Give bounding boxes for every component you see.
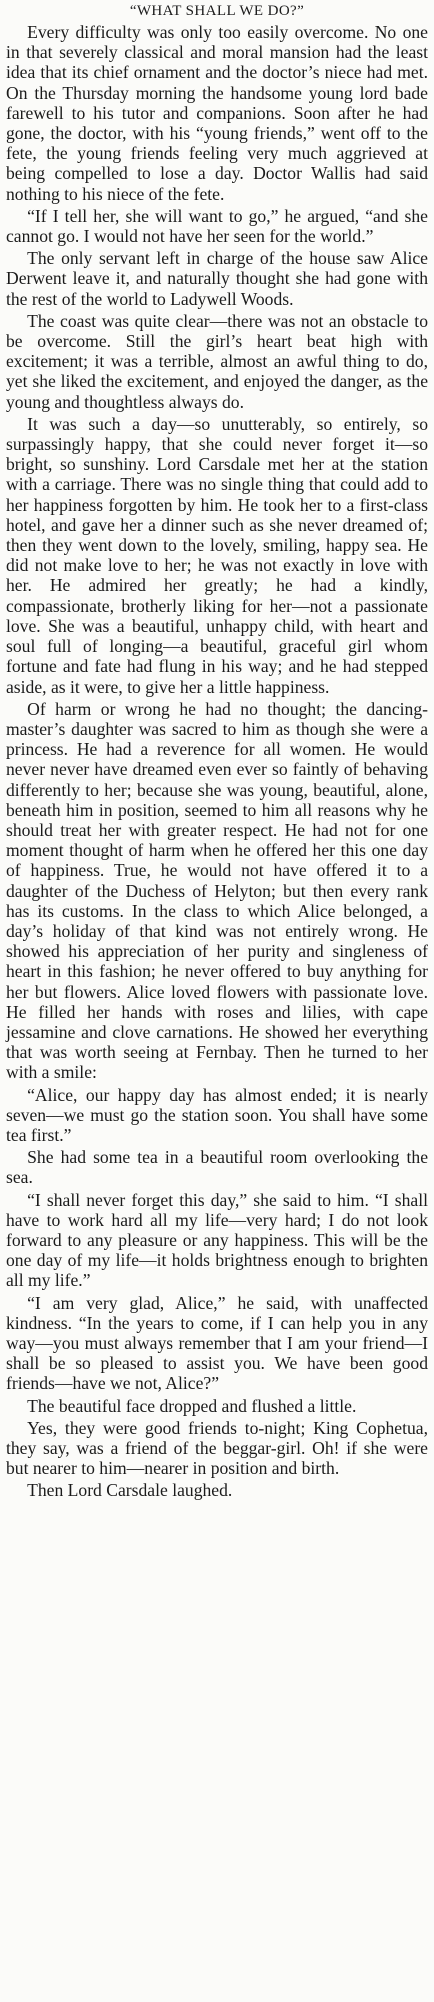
- article-heading: “WHAT SHALL WE DO?”: [129, 3, 305, 19]
- paragraph: She had some tea in a beautiful room overlooking the sea.: [6, 1147, 428, 1188]
- paragraph: The coast was quite clear—there was not an obstacle to be overcome. Still the girl’s heart beat high with excitement; it was a terrible, almost an awful thing to do, yet she liked the excitement, and enjoyed the danger, as the young and thoughtless always do.: [6, 310, 428, 412]
- article-body: [6, 22, 428, 1501]
- paragraph: “I shall never forget this day,” she said to him. “I shall have to work hard all my life—very hard; I do not look forward to any pleasure or any happiness. This will be the one day of my life—it holds brightness enough to brighten all my life.”: [6, 1189, 428, 1291]
- paragraph: It was such a day—so unutterably, so entirely, so surpassingly happy, that she could never forget it—so bright, so sunshiny. Lord Carsdale met her at the station with a carriage. There was no single thing that could add to her happiness forgotten by him. He took her to a first-class hotel, and gave her a dinner such as she never dreamed of; then they went down to the lovely, smiling, happy sea. He did not make love to her; he was not exactly in love with her. He admired her greatly; he had a kindly, compassionate, brotherly liking for her—not a passionate love. She was a beautiful, unhappy child, with heart and soul full of longing—a beautiful, graceful girl whom fortune and fate had flung in his way; and he had stepped aside, as it were, to give her a little happiness.: [6, 413, 428, 697]
- paragraph: “I am very glad, Alice,” he said, with unaffected kindness. “In the years to come, if I can help you in any way—you must always remember that I am your friend—I shall be so pleased to assist you. We have been good friends—have we not, Alice?”: [6, 1292, 428, 1394]
- paragraph: The beautiful face dropped and flushed a little.: [27, 1395, 357, 1416]
- paragraph: Of harm or wrong he had no thought; the dancing-master’s daughter was sacred to him as though she were a princess. He had a reverence for all women. He would never never have dreamed even ever so faintly of behaving differently to her; because she was young, beautiful, alone, beneath him in position, seemed to him all reasons why he should treat her with greater respect. He had not for one moment thought of harm when he offered her this one day of happiness. True, he would not have offered it to a daughter of the Duchess of Helyton; but then every rank has its customs. In the class to which Alice belonged, a day’s holiday of that kind was not entirely wrong. He showed his appreciation of her purity and singleness of heart in this fashion; he never offered to buy anything for her but flowers. Alice loved flowers with passionate love. He filled her hands with roses and lilies, with cape jessamine and clove carnations. He showed her everything that was worth seeing at Fernbay. Then he turned to her with a smile:: [6, 698, 428, 1083]
- paragraph: Then Lord Carsdale laughed.: [27, 1480, 233, 1501]
- paragraph: “Alice, our happy day has almost ended; it is nearly seven—we must go the station soon. You shall have some tea first.”: [6, 1084, 428, 1145]
- paragraph: Yes, they were good friends to-night; King Cophetua, they say, was a friend of the beggar-girl. Oh! if she were but nearer to him—nearer in position and birth.: [6, 1417, 428, 1479]
- paragraph: Every difficulty was only too easily overcome. No one in that severely classical and moral mansion had the least idea that its chief ornament and the doctor’s niece had met. On the Thursday morning the handsome young lord bade farewell to his tutor and companions. Soon after he had gone, the doctor, with his “young friends,” went off to the fete, the young friends feeling very much aggrieved at being compelled to lose a day. Doctor Wallis had said nothing to his niece of the fete.: [6, 22, 428, 204]
- paragraph: “If I tell her, she will want to go,” he argued, “and she cannot go. I would not have her seen for the world.”: [6, 205, 428, 247]
- paragraph: The only servant left in charge of the house saw Alice Derwent leave it, and naturally thought she had gone with the rest of the world to Ladywell Woods.: [6, 248, 428, 309]
